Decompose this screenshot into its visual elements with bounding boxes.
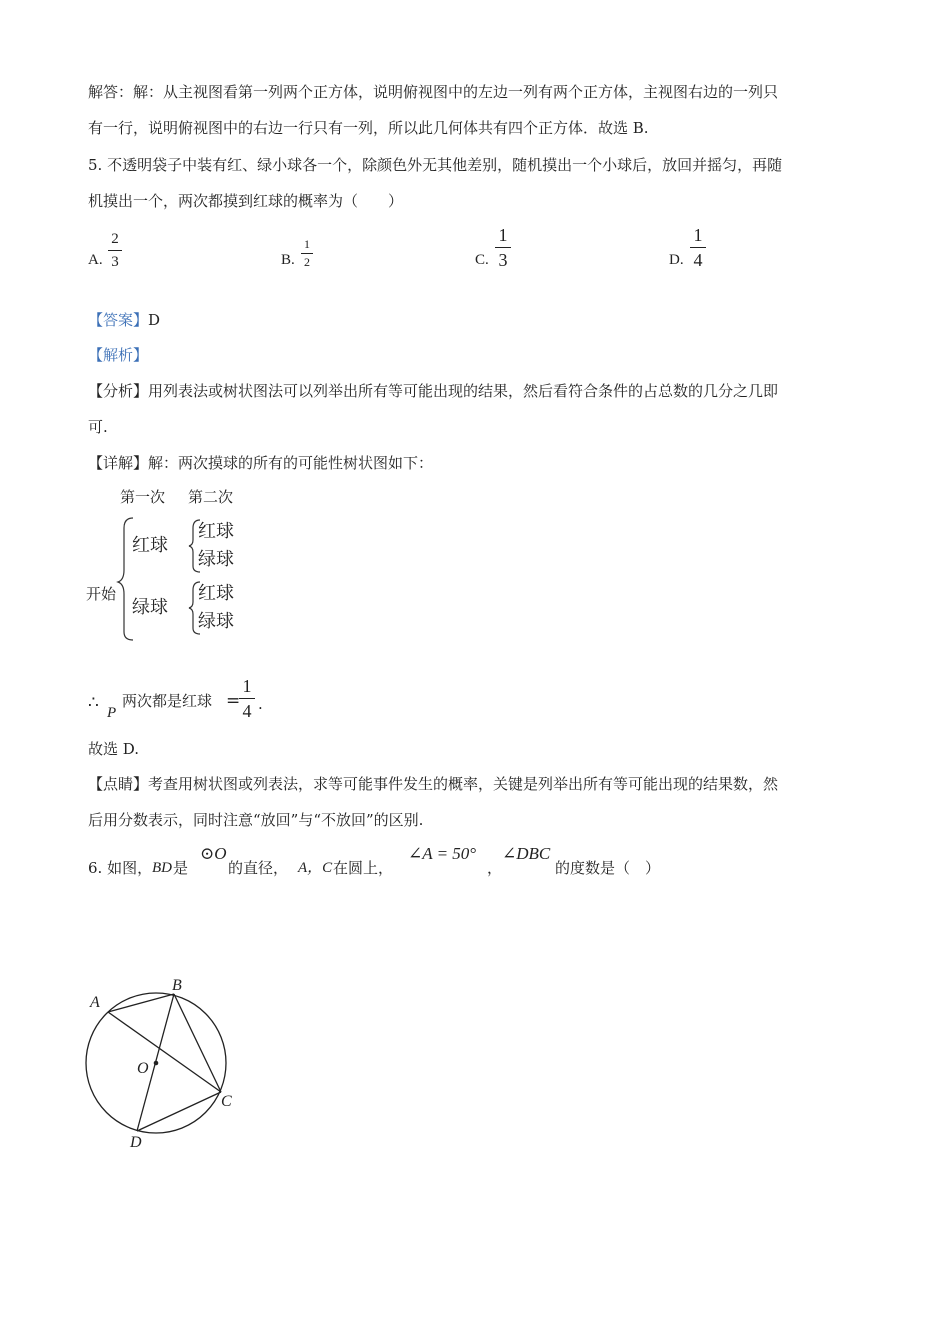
q6-ac: A，C	[298, 860, 333, 876]
q6-angle-dbc: ∠DBC	[502, 844, 551, 863]
label-b: B	[172, 977, 182, 994]
q4-answer-line2: 有一行，说明俯视图中的右边一行只有一列，所以此几何体共有四个正方体．故选 B.	[88, 119, 649, 137]
fenxi-line2: 可.	[88, 418, 108, 436]
option-b-label: B.	[281, 252, 295, 268]
fenxi-text: 用列表法或树状图法可以列举出所有等可能出现的结果，然后看符合条件的占总数的几分之几即	[148, 382, 779, 400]
detail-tag: 【详解】	[88, 454, 149, 472]
q6-suffix: 的度数是（ ）	[555, 859, 661, 877]
q6-comma: ，	[487, 859, 503, 877]
dianjing-tag: 【点睛】	[88, 775, 149, 793]
q6-mid1: 的直径，	[228, 859, 289, 877]
p-symbol: P	[107, 705, 117, 721]
result-num: 1	[242, 676, 252, 696]
option-c-den: 3	[498, 250, 508, 270]
option-d-num: 1	[693, 225, 703, 245]
label-c: C	[221, 1093, 232, 1110]
tree-col2-header: 第二次	[188, 488, 234, 506]
tree-start: 开始	[86, 585, 117, 603]
option-a-label: A.	[88, 252, 103, 268]
option-d-label: D.	[669, 252, 684, 268]
tree-first-red: 红球	[132, 535, 168, 556]
option-d-den: 4	[693, 250, 703, 270]
label-o: O	[137, 1060, 149, 1077]
q5-stem-line1: 5. 不透明袋子中装有红、绿小球各一个，除颜色外无其他差别，随机摸出一个小球后，放回并摇匀，再随	[88, 156, 783, 174]
q6-is: 是	[173, 859, 189, 877]
q4-answer-line1: 解答：解：从主视图看第一列两个正方体，说明俯视图中的左边一列有两个正方体，主视图右边的一列只	[88, 83, 779, 101]
option-b-num: 1	[304, 237, 310, 251]
tree-first-green: 绿球	[132, 597, 168, 618]
tree-col1-header: 第一次	[120, 488, 166, 506]
option-a-num: 2	[111, 231, 119, 247]
option-c-label: C.	[475, 252, 489, 268]
choose-line: 故选 D.	[88, 740, 140, 758]
label-a: A	[90, 994, 100, 1011]
therefore-sign: ∴	[88, 693, 99, 713]
tree-second-2: 绿球	[198, 549, 234, 570]
dianjing-text: 考查用树状图或列表法，求等可能事件发生的概率，关键是列举出所有等可能出现的结果数，然	[148, 775, 779, 793]
answer-value: D	[148, 311, 161, 329]
q6-circle-o: ⊙O	[200, 844, 227, 863]
p-subscript: 两次都是红球	[122, 692, 213, 710]
tree-second-1: 红球	[198, 521, 234, 542]
segment-bc	[174, 994, 221, 1092]
fenxi-tag: 【分析】	[88, 382, 149, 400]
q5-stem-line2: 机摸出一个，两次都摸到红球的概率为（ ）	[88, 192, 404, 210]
q6-mid2: 在圆上，	[333, 859, 394, 877]
equals-sign: =	[226, 691, 241, 711]
segment-ab	[108, 994, 174, 1012]
analysis-tag: 【解析】	[88, 346, 149, 364]
result-period: .	[258, 695, 263, 713]
dianjing-line2: 后用分数表示，同时注意“放回”与“不放回”的区别.	[88, 811, 424, 829]
option-c-num: 1	[498, 225, 508, 245]
result-den: 4	[242, 701, 252, 721]
label-d: D	[130, 1134, 142, 1151]
q6-angle-a: ∠A = 50°	[408, 844, 477, 863]
detail-text: 解：两次摸球的所有的可能性树状图如下：	[148, 454, 434, 472]
segment-ac	[108, 1012, 221, 1092]
option-b-den: 2	[304, 255, 310, 269]
center-point	[154, 1061, 159, 1066]
answer-tag: 【答案】	[88, 311, 149, 329]
q6-prefix: 6. 如图，	[88, 859, 153, 877]
segment-dc	[137, 1092, 221, 1131]
tree-second-4: 绿球	[198, 611, 234, 632]
q6-bd: BD	[152, 860, 172, 876]
tree-second-3: 红球	[198, 583, 234, 604]
option-a-den: 3	[111, 254, 119, 270]
